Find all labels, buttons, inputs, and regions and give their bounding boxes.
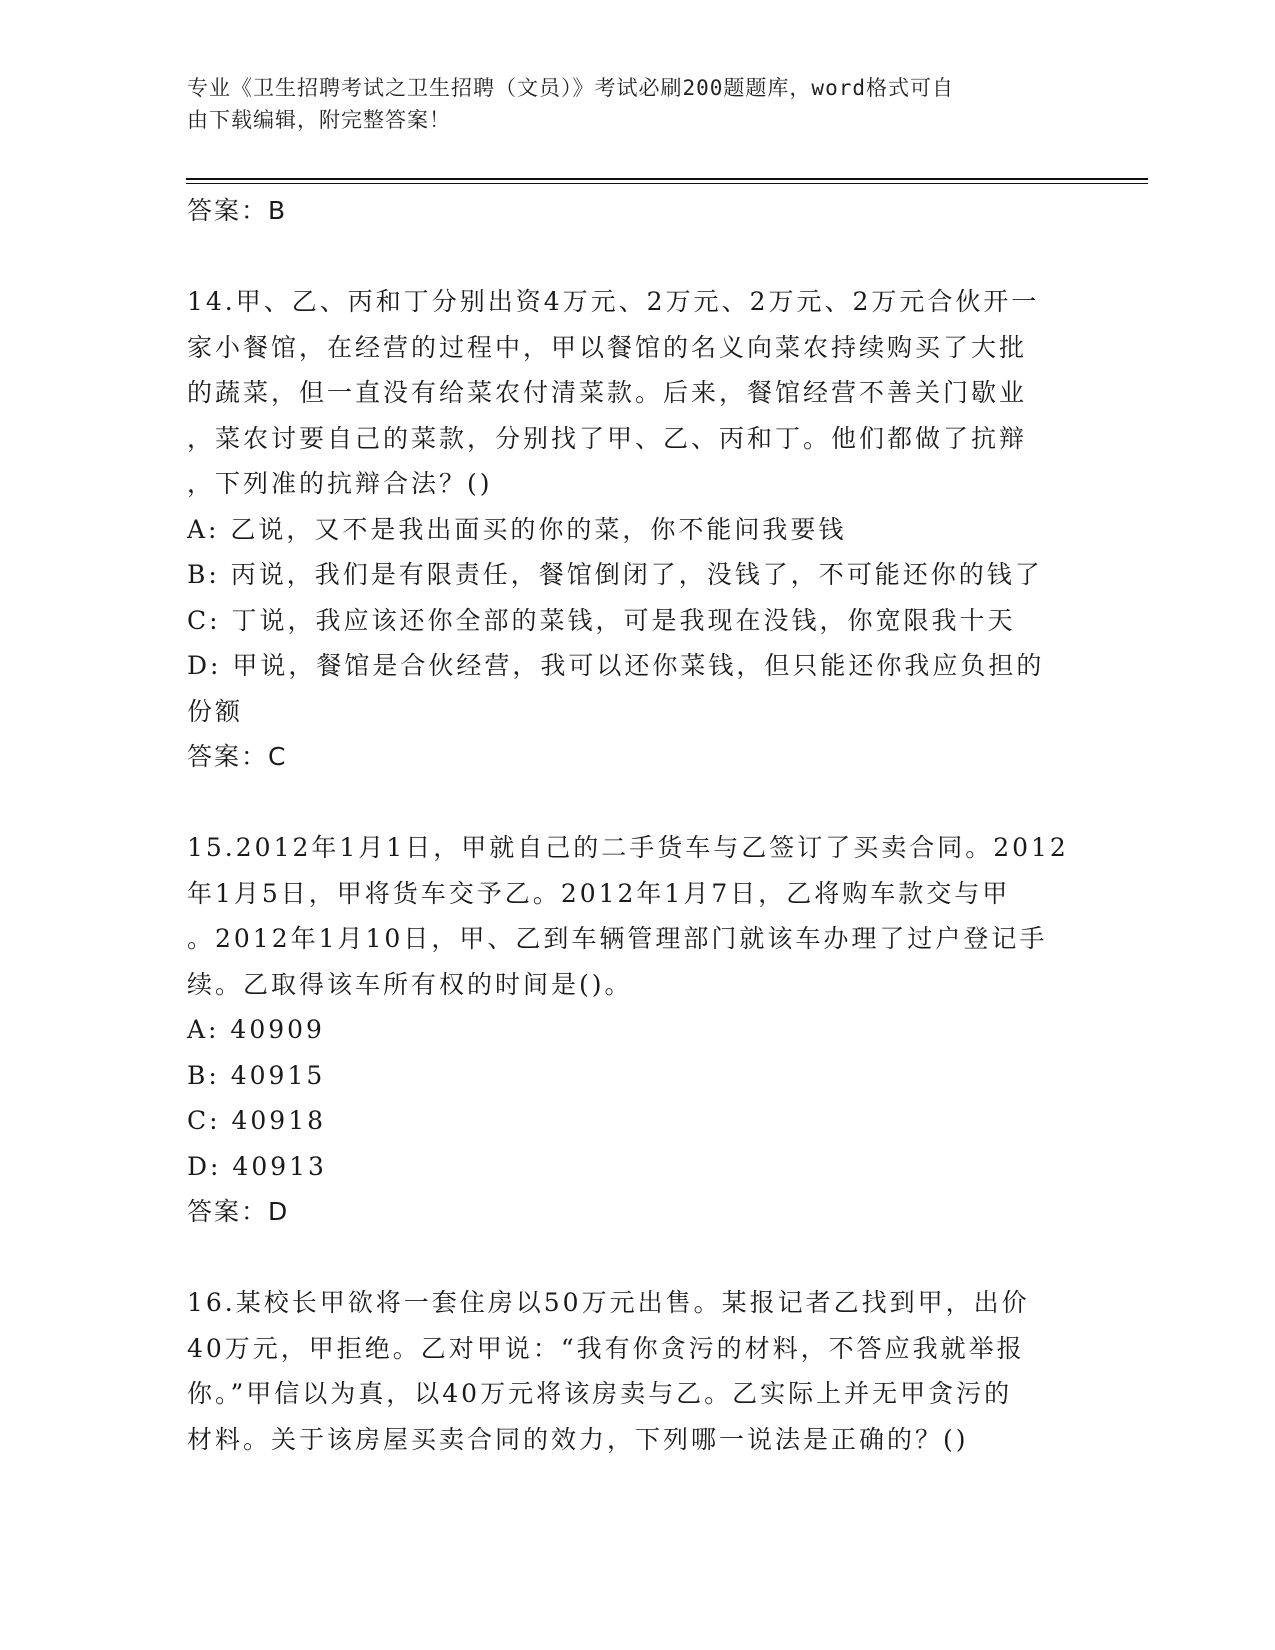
header-divider-thick [186,178,1148,180]
option-c: C: 丁说，我应该还你全部的菜钱，可是我现在没钱，你宽限我十天 [187,605,1016,635]
document-body [187,188,1087,1462]
answer-14: 答案：C [187,742,288,771]
header-line: 专业《卫生招聘考试之卫生招聘（文员）》考试必刷200题题库，word格式可自 [187,76,954,100]
question-line: 年1月5日，甲将货车交予乙。2012年1月7日，乙将购车款交与甲 [187,878,1011,908]
question-line: 材料。关于该房屋买卖合同的效力，下列哪一说法是正确的？() [187,1424,969,1454]
answer-15: 答案：D [187,1197,290,1226]
question-line: 家小餐馆，在经营的过程中，甲以餐馆的名义向菜农持续购买了大批 [187,332,1028,362]
option-b: B: 40915 [187,1060,326,1090]
header-line: 由下载编辑，附完整答案！ [187,108,451,132]
question-line: 15.2012年1月1日，甲就自己的二手货车与乙签订了买卖合同。2012 [187,833,1069,862]
question-line: 续。乙取得该车所有权的时间是()。 [187,969,633,999]
question-14 [187,279,1087,734]
question-line: ，下列准的抗辩合法？() [187,469,493,498]
option-a: A: 40909 [187,1015,325,1044]
question-line: 。2012年1月10日，甲、乙到车辆管理部门就该车办理了过户登记手 [187,924,1048,953]
question-15 [187,825,1087,1189]
question-line: 14.甲、乙、丙和丁分别出资4万元、2万元、2万元、2万元合伙开一 [187,287,1040,316]
option-a: A: 乙说，又不是我出面买的你的菜，你不能问我要钱 [187,514,847,544]
option-d: D: 甲说，餐馆是合伙经营，我可以还你菜钱，但只能还你我应负担的 [187,651,1045,680]
question-line: ，菜农讨要自己的菜款，分别找了甲、乙、丙和丁。他们都做了抗辩 [187,423,1028,453]
question-16 [187,1280,1087,1462]
page-header [187,72,1067,136]
option-d-continued: 份额 [187,696,244,726]
question-line: 的蔬菜，但一直没有给菜农付清菜款。后来，餐馆经营不善关门歇业 [187,378,1028,407]
answer-13: 答案：B [187,196,288,225]
option-d: D: 40913 [187,1151,327,1181]
question-line: 你。”甲信以为真，以40万元将该房卖与乙。乙实际上并无甲贪污的 [187,1379,1013,1408]
header-divider-thin [186,183,1148,184]
option-c: C: 40918 [187,1106,327,1135]
question-line: 16.某校长甲欲将一套住房以50万元出售。某报记者乙找到甲，出价 [187,1288,1030,1317]
option-b: B: 丙说，我们是有限责任，餐馆倒闭了，没钱了，不可能还你的钱了 [187,560,1043,589]
question-line: 40万元，甲拒绝。乙对甲说：“我有你贪污的材料，不答应我就举报 [187,1333,1025,1363]
